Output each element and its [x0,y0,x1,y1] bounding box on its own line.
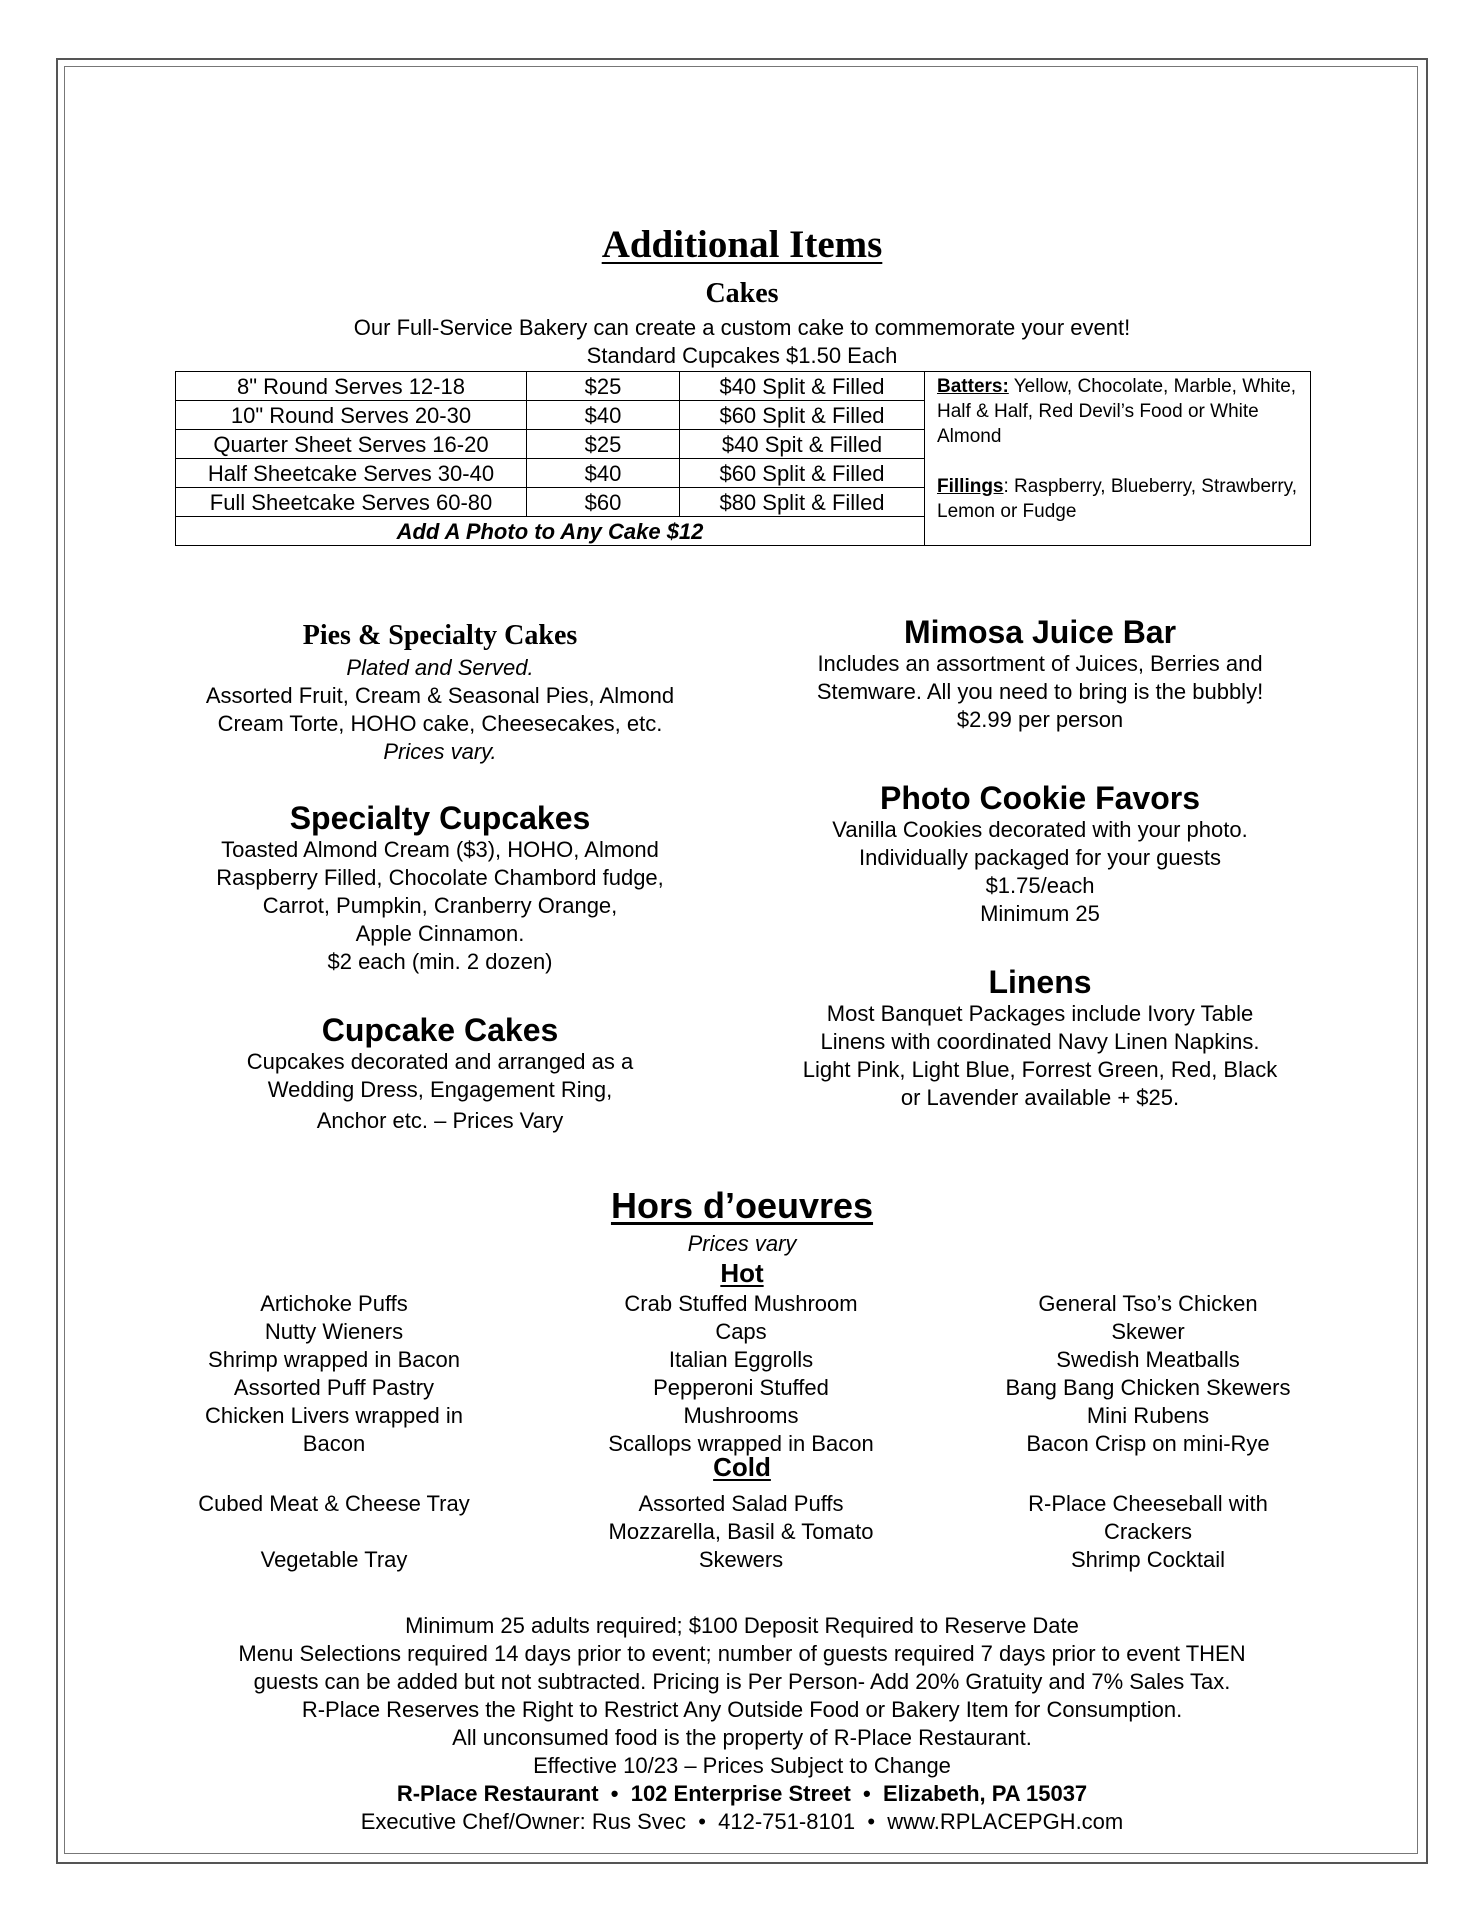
mimosa-line: Stemware. All you need to bring is the bubbly! [816,679,1264,704]
list-item: Scallops wrapped in Bacon [608,1431,874,1456]
list-item: Skewers [698,1547,784,1572]
specialty-cupcakes-heading: Specialty Cupcakes [289,800,591,836]
cookie-favors-heading: Photo Cookie Favors [879,780,1201,816]
cupcake-cakes-line: Anchor etc. – Prices Vary [316,1108,564,1133]
batters-label: Batters: [937,376,1009,397]
list-item: Cubed Meat & Cheese Tray [198,1491,470,1516]
mimosa-line: Includes an assortment of Juices, Berries and [817,651,1263,676]
specialty-cupcakes-line: Carrot, Pumpkin, Cranberry Orange, [262,893,618,918]
hot-right-list [948,1290,1348,1458]
list-item: Bacon Crisp on mini-Rye [1026,1431,1270,1456]
cake-split-price: $60 Split & Filled [680,401,925,430]
cakes-intro-line: Our Full-Service Bakery can create a custom cake to commemorate your event! [353,315,1131,340]
cupcake-cakes-section [165,1012,715,1135]
list-item: Pepperoni Stuffed [653,1375,829,1400]
pies-line: Assorted Fruit, Cream & Seasonal Pies, Almond [205,683,675,708]
linens-section [770,964,1310,1112]
cake-split-price: $40 Spit & Filled [680,430,925,459]
list-item: Vegetable Tray [260,1547,408,1572]
list-item: Shrimp Cocktail [1070,1547,1226,1572]
cake-split-price: $60 Split & Filled [680,459,925,488]
list-item: Nutty Wieners [264,1319,404,1344]
pies-line: Cream Torte, HOHO cake, Cheesecakes, etc. [217,711,663,736]
list-item: Swedish Meatballs [1056,1347,1240,1372]
list-item: Chicken Livers wrapped in [204,1403,464,1428]
cakes-heading: Cakes [705,278,779,309]
restaurant-contact: Executive Chef/Owner: Rus Svec • 412-751-8101 • www.RPLACEPGH.com [360,1809,1124,1834]
hot-middle-list [541,1290,941,1458]
cakes-intro [0,314,1484,370]
list-item: General Tso’s Chicken [1038,1291,1258,1316]
list-item: Italian Eggrolls [668,1347,814,1372]
hors-doeuvres-subtitle: Prices vary [687,1231,797,1256]
pies-note: Prices vary. [383,739,497,764]
list-item: Shrimp wrapped in Bacon [208,1347,460,1372]
cake-price: $40 [527,401,680,430]
cookie-favors-line: Vanilla Cookies decorated with your photo. [832,817,1248,842]
cookie-favors-minimum: Minimum 25 [980,901,1100,926]
pies-subtitle: Plated and Served. [346,655,534,680]
cupcake-cakes-line: Wedding Dress, Engagement Ring, [267,1077,613,1102]
list-item: Bang Bang Chicken Skewers [1005,1375,1291,1400]
cake-split-price: $40 Split & Filled [680,372,925,401]
hot-heading: Hot [720,1258,764,1288]
linens-line: or Lavender available + $25. [900,1085,1180,1110]
fillings-text: : Raspberry, Blueberry, Strawberry, Lemon or Fudge [937,476,1298,522]
list-item: R-Place Cheeseball with [1028,1491,1268,1516]
batters-fillings-cell [925,372,1311,546]
cupcake-cakes-line: Cupcakes decorated and arranged as a [246,1049,634,1074]
specialty-cupcakes-section [165,800,715,976]
fillings-info [937,474,1300,524]
terms-line: All unconsumed food is the property of R-Place Restaurant. [452,1725,1032,1750]
terms-footer [0,1612,1484,1836]
cake-size: 8" Round Serves 12-18 [176,372,527,401]
pies-heading: Pies & Specialty Cakes [302,620,578,651]
cupcake-cakes-heading: Cupcake Cakes [321,1012,559,1048]
hors-doeuvres-title: Hors d’oeuvres [610,1185,874,1226]
list-item: Crackers [1103,1519,1192,1544]
pies-section [165,618,715,766]
cake-size: Full Sheetcake Serves 60-80 [176,488,527,517]
list-item: Mini Rubens [1086,1403,1210,1428]
list-item: Caps [715,1319,767,1344]
list-item: Artichoke Puffs [260,1291,408,1316]
cold-right-list [948,1490,1348,1574]
mimosa-section [770,614,1310,734]
cold-middle-list [541,1490,941,1574]
terms-line: R-Place Reserves the Right to Restrict Any Outside Food or Bakery Item for Consumption. [301,1697,1183,1722]
list-item: Bacon [302,1431,366,1456]
list-item: Mushrooms [683,1403,799,1428]
cookie-favors-section [770,780,1310,928]
list-item: Assorted Salad Puffs [638,1491,844,1516]
list-item: Crab Stuffed Mushroom [624,1291,858,1316]
terms-line: guests can be added but not subtracted. Pricing is Per Person- Add 20% Gratuity and 7% Sales Tax. [253,1669,1231,1694]
restaurant-address: R-Place Restaurant • 102 Enterprise Street • Elizabeth, PA 15037 [396,1781,1088,1806]
mimosa-heading: Mimosa Juice Bar [903,614,1177,650]
page-title: Additional Items [601,223,883,266]
cookie-favors-price: $1.75/each [985,873,1095,898]
hot-left-list [134,1290,534,1458]
cookie-favors-line: Individually packaged for your guests [859,845,1221,870]
batters-text: Yellow, Chocolate, Marble, White, Half & Half, Red Devil’s Food or White Almond [937,376,1297,447]
specialty-cupcakes-line: Raspberry Filled, Chocolate Chambord fudge, [216,865,664,890]
photo-cake-row: Add A Photo to Any Cake $12 [176,517,925,546]
linens-line: Linens with coordinated Navy Linen Napkins. [820,1029,1260,1054]
batters-info [937,374,1300,449]
cake-size: Half Sheetcake Serves 30-40 [176,459,527,488]
cake-split-price: $80 Split & Filled [680,488,925,517]
terms-line: Minimum 25 adults required; $100 Deposit Required to Reserve Date [405,1613,1079,1638]
cake-size: 10" Round Serves 20-30 [176,401,527,430]
table-row [176,372,1311,401]
cake-price: $25 [527,372,680,401]
cold-left-list [134,1490,534,1574]
specialty-cupcakes-line: Toasted Almond Cream ($3), HOHO, Almond [221,837,659,862]
list-item: Mozzarella, Basil & Tomato [608,1519,874,1544]
linens-line: Light Pink, Light Blue, Forrest Green, Red, Black [802,1057,1278,1082]
cake-price: $25 [527,430,680,459]
cake-price: $40 [527,459,680,488]
fillings-label: Fillings [937,476,1004,497]
list-item: Assorted Puff Pastry [233,1375,435,1400]
specialty-cupcakes-price: $2 each (min. 2 dozen) [327,949,553,974]
linens-heading: Linens [988,964,1092,1000]
terms-line: Menu Selections required 14 days prior to event; number of guests required 7 days prior to event THEN [238,1641,1246,1666]
cake-size: Quarter Sheet Serves 16-20 [176,430,527,459]
cupcakes-line: Standard Cupcakes $1.50 Each [586,343,898,368]
cake-price: $60 [527,488,680,517]
cold-heading: Cold [713,1452,771,1482]
list-item: Skewer [1111,1319,1185,1344]
mimosa-price: $2.99 per person [956,707,1124,732]
cake-price-table [175,371,1311,546]
linens-line: Most Banquet Packages include Ivory Table [826,1001,1254,1026]
terms-line: Effective 10/23 – Prices Subject to Change [533,1753,951,1778]
specialty-cupcakes-line: Apple Cinnamon. [355,921,525,946]
